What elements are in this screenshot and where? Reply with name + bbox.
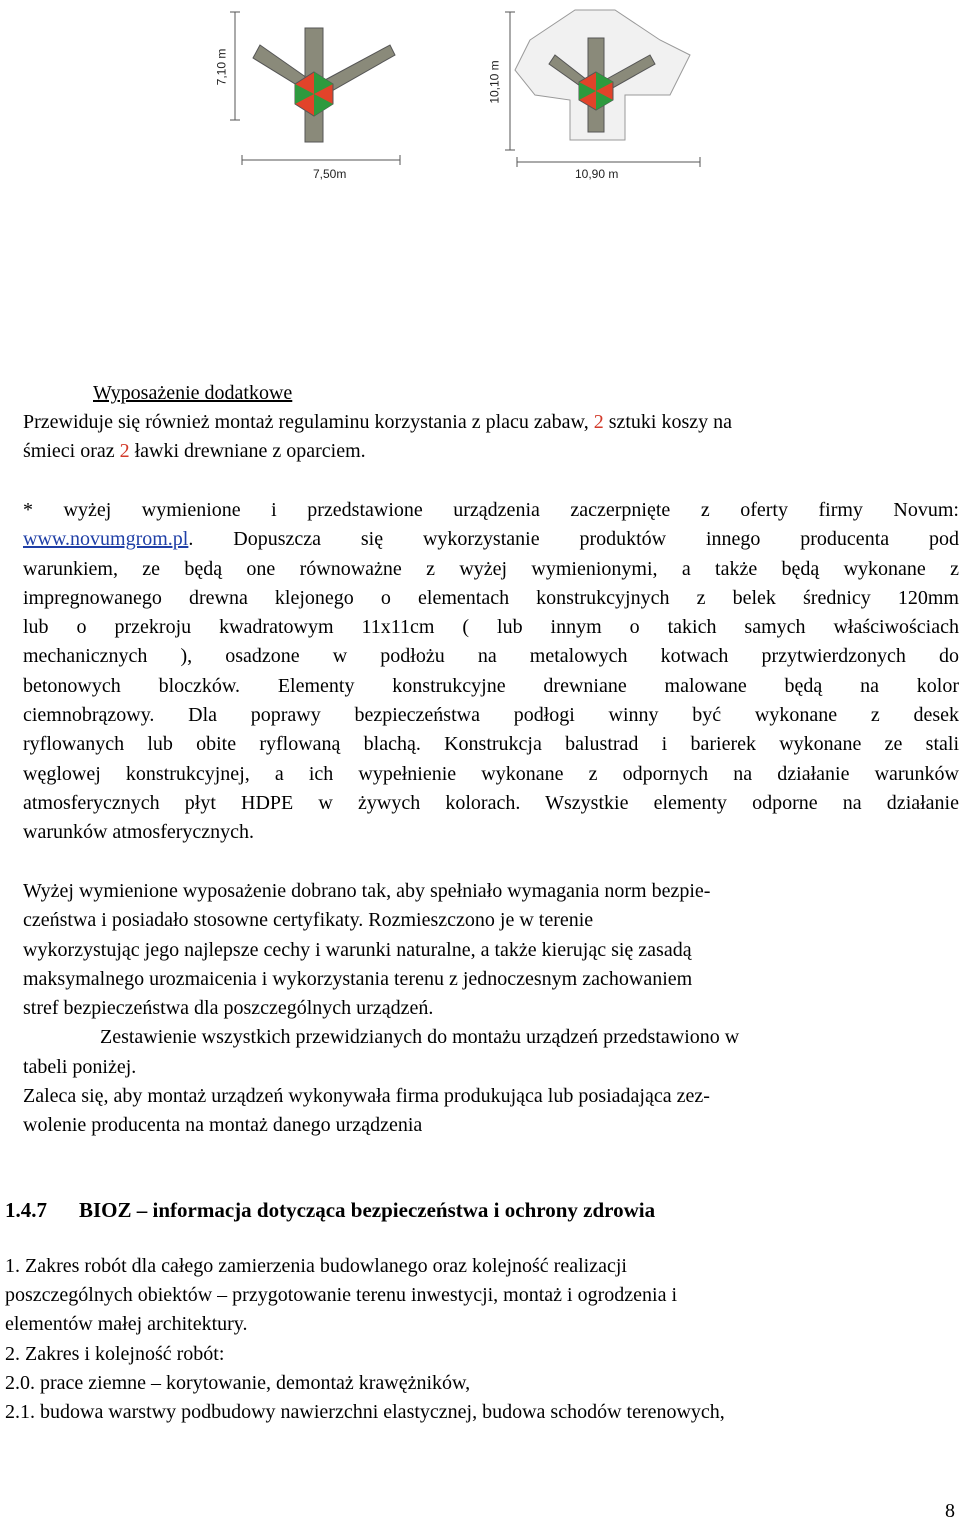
playground-zone-drawing [475, 0, 710, 190]
para-line: mechanicznych ), osadzone w podłożu na metalowych kotwach przytwierdzonych do [23, 645, 959, 668]
bioz-line: 1. Zakres robót dla całego zamierzenia budowlanego oraz kolejność realizacji [5, 1255, 627, 1277]
para-line: tabeli poniżej. [23, 1055, 137, 1078]
para-line: warunków atmosferycznych. [23, 821, 255, 844]
bioz-line: poszczególnych obiektów – przygotowanie terenu inwestycji, montaż i ogrodzenia i [5, 1284, 678, 1306]
text-run: ławki drewniane z oparciem. [129, 440, 366, 462]
paragraph-equipment [23, 877, 923, 1141]
text-run: śmieci oraz [23, 440, 120, 462]
para-line: maksymalnego urozmaicenia i wykorzystania terenu z jednoczesnym zachowaniem [23, 967, 693, 990]
text-run: sztuki koszy na [603, 411, 733, 433]
para-line [23, 525, 959, 554]
para1-line2 [23, 437, 366, 466]
heading-number: 1.4.7 [5, 1198, 47, 1222]
para-line: atmosferycznych płyt HDPE w żywych kolorach. Wszystkie elementy odporne na działanie [23, 791, 959, 814]
section-title: Wyposażenie dodatkowe [93, 382, 293, 404]
para-line: czeństwa i posiadało stosowne certyfikaty. Rozmieszczono je w terenie [23, 909, 594, 932]
para-line: Zaleca się, aby montaż urządzeń wykonywała firma produkująca lub posiadająca zez- [23, 1085, 710, 1108]
bioz-line: elementów małej architektury. [5, 1313, 248, 1335]
page-number: 8 [945, 1500, 955, 1522]
section-heading [5, 1198, 655, 1223]
para-line: Zestawienie wszystkich przewidzianych do montażu urządzeń przedstawiono w [100, 1026, 740, 1049]
para1-line1 [23, 408, 732, 437]
height-dimension-label: 10,10 m [487, 60, 502, 104]
paragraph-products [23, 496, 959, 848]
bioz-line: 2. Zakres i kolejność robót: [5, 1343, 225, 1365]
para-line: wykorzystując jego najlepsze cechy i warunki naturalne, a także kierując się zasadą [23, 938, 692, 961]
heading-title: BIOZ – informacja dotycząca bezpieczeństwa i ochrony zdrowia [79, 1198, 656, 1222]
playground-layout-drawing [205, 0, 410, 190]
para-line: stref bezpieczeństwa dla poszczególnych urządzeń. [23, 997, 434, 1020]
height-dimension-label: 7,10 m [214, 48, 229, 86]
para-line: węglowej konstrukcyjnej, a ich wypełnienie wykonane z odpornych na działanie warunków [23, 762, 959, 785]
para-line: lub o przekroju kwadratowym 11x11cm ( lub innym o takich samych właściwościach [23, 616, 959, 639]
playground-figure-small [205, 0, 410, 190]
para-line: impregnowanego drewna klejonego o elementach konstrukcyjnych z belek średnicy 120mm [23, 586, 959, 609]
para-line: wolenie producenta na montaż danego urządzenia [23, 1114, 423, 1137]
text-run: Przewiduje się również montaż regulaminu korzystania z placu zabaw, [23, 411, 594, 433]
count-value: 2 [119, 440, 130, 462]
para-line: ryflowanych lub obite ryflowaną blachą. Konstrukcja balustrad i barierek wykonane ze stali [23, 733, 959, 756]
para-line: warunkiem, ze będą one równoważne z wyżej wymienionymi, a także będą wykonane z [23, 557, 959, 580]
para-line: betonowych bloczków. Elementy konstrukcyjne drewniane malowane będą na kolor [23, 674, 959, 697]
playground-figure-zone [475, 0, 710, 190]
count-value: 2 [593, 411, 604, 433]
para-line: * wyżej wymienione i przedstawione urządzenia zaczerpnięte z oferty firmy Novum: [23, 499, 959, 521]
width-dimension-label: 10,90 m [575, 167, 619, 181]
para-line: ciemnobrązowy. Dla poprawy bezpieczeństwa podłogi winny być wykonane z desek [23, 704, 959, 727]
text-run: . Dopuszcza się wykorzystanie produktów innego producenta pod [188, 528, 959, 551]
bioz-line: 2.1. budowa warstwy podbudowy nawierzchni elastycznej, budowa schodów terenowych, [5, 1401, 725, 1423]
width-dimension-label: 7,50m [313, 167, 347, 181]
novum-link[interactable]: www.novumgrom.pl [23, 528, 189, 551]
bioz-line: 2.0. prace ziemne – korytowanie, demontaż krawężników, [5, 1372, 471, 1394]
para-line: Wyżej wymienione wyposażenie dobrano tak, aby spełniało wymagania norm bezpie- [23, 880, 711, 902]
